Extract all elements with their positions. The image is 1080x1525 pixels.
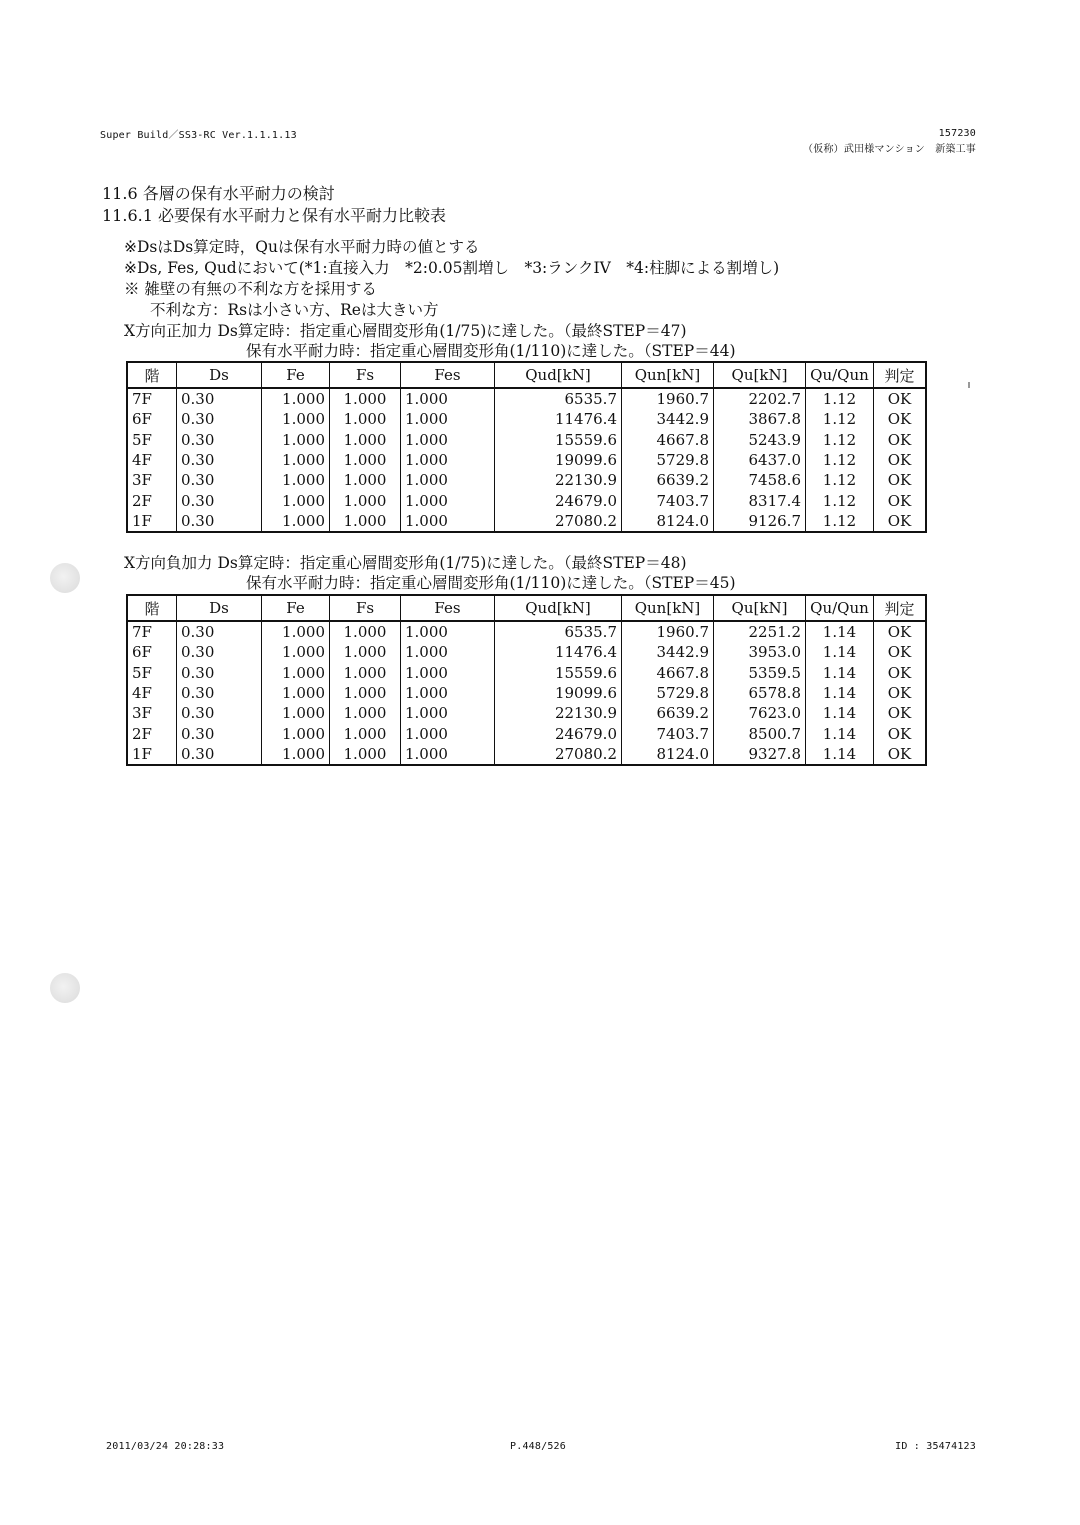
cell-qu: 6578.8 bbox=[714, 683, 806, 703]
cell-floor: 6F bbox=[127, 642, 177, 662]
cell-fe: 1.000 bbox=[262, 621, 330, 642]
cell-judgement: OK bbox=[874, 430, 927, 450]
col-fe: Fe bbox=[262, 362, 330, 388]
cell-fes: 1.000 bbox=[401, 388, 495, 409]
cell-ds: 0.30 bbox=[177, 470, 262, 490]
cell-ds: 0.30 bbox=[177, 430, 262, 450]
cell-fe: 1.000 bbox=[262, 663, 330, 683]
cell-qun: 8124.0 bbox=[622, 744, 714, 765]
cell-fe: 1.000 bbox=[262, 409, 330, 429]
cell-floor: 7F bbox=[127, 388, 177, 409]
table-body bbox=[127, 388, 926, 532]
table-row bbox=[127, 703, 926, 723]
table-row bbox=[127, 723, 926, 743]
note-legend: ※Ds, Fes, Qudにおいて(*1:直接入力 *2:0.05割増し *3:ランクIV *4:柱脚による割増し) bbox=[124, 259, 780, 277]
cell-qun: 8124.0 bbox=[622, 511, 714, 532]
cell-qud: 11476.4 bbox=[495, 642, 622, 662]
cell-ds: 0.30 bbox=[177, 683, 262, 703]
col-qu: Qu[kN] bbox=[714, 595, 806, 621]
cell-fes: 1.000 bbox=[401, 450, 495, 470]
cell-floor: 3F bbox=[127, 703, 177, 723]
cell-fs: 1.000 bbox=[330, 683, 401, 703]
cell-fs: 1.000 bbox=[330, 388, 401, 409]
cell-ds: 0.30 bbox=[177, 490, 262, 510]
cell-fe: 1.000 bbox=[262, 683, 330, 703]
cell-qu: 3867.8 bbox=[714, 409, 806, 429]
cell-fs: 1.000 bbox=[330, 409, 401, 429]
cell-fes: 1.000 bbox=[401, 663, 495, 683]
cell-qud: 6535.7 bbox=[495, 388, 622, 409]
cell-floor: 1F bbox=[127, 744, 177, 765]
col-fes: Fes bbox=[401, 595, 495, 621]
cell-qud: 19099.6 bbox=[495, 683, 622, 703]
cell-qu: 3953.0 bbox=[714, 642, 806, 662]
cell-fes: 1.000 bbox=[401, 511, 495, 532]
col-ds: Ds bbox=[177, 595, 262, 621]
cell-ratio: 1.12 bbox=[806, 490, 874, 510]
cell-qud: 15559.6 bbox=[495, 430, 622, 450]
cell-qu: 9327.8 bbox=[714, 744, 806, 765]
table1-direction-label: X方向正加力 bbox=[124, 322, 213, 340]
cell-fs: 1.000 bbox=[330, 703, 401, 723]
table-row bbox=[127, 430, 926, 450]
col-ratio: Qu/Qun bbox=[806, 362, 874, 388]
cell-qu: 5243.9 bbox=[714, 430, 806, 450]
cell-qun: 7403.7 bbox=[622, 723, 714, 743]
cell-judgement: OK bbox=[874, 511, 927, 532]
cell-ratio: 1.12 bbox=[806, 388, 874, 409]
page-number: P.448/526 bbox=[510, 1441, 566, 1452]
cell-ratio: 1.14 bbox=[806, 703, 874, 723]
table2-caption-line1 bbox=[124, 551, 687, 573]
cell-qud: 11476.4 bbox=[495, 409, 622, 429]
cell-qun: 4667.8 bbox=[622, 663, 714, 683]
cell-judgement: OK bbox=[874, 642, 927, 662]
capacity-table-positive bbox=[126, 361, 927, 533]
cell-qun: 5729.8 bbox=[622, 683, 714, 703]
cell-qu: 9126.7 bbox=[714, 511, 806, 532]
cell-fs: 1.000 bbox=[330, 430, 401, 450]
note-wall: ※ 雑壁の有無の不利な方を採用する bbox=[124, 280, 377, 298]
table2-caption-line2: 保有水平耐力時：指定重心層間変形角(1/110)に達した。（STEP＝45) bbox=[246, 574, 736, 592]
note-ds-qu: ※DsはDs算定時，Quは保有水平耐力時の値とする bbox=[124, 238, 480, 256]
cell-fs: 1.000 bbox=[330, 663, 401, 683]
cell-judgement: OK bbox=[874, 663, 927, 683]
col-fes: Fes bbox=[401, 362, 495, 388]
table-row bbox=[127, 642, 926, 662]
cell-qun: 3442.9 bbox=[622, 642, 714, 662]
section-title: 11.6 各層の保有水平耐力の検討 bbox=[102, 184, 335, 203]
table2-direction-label: X方向負加力 bbox=[124, 554, 213, 572]
cell-fs: 1.000 bbox=[330, 511, 401, 532]
cell-floor: 2F bbox=[127, 490, 177, 510]
cell-floor: 3F bbox=[127, 470, 177, 490]
scan-mark bbox=[968, 382, 970, 388]
cell-qud: 22130.9 bbox=[495, 703, 622, 723]
col-ds: Ds bbox=[177, 362, 262, 388]
cell-ratio: 1.14 bbox=[806, 683, 874, 703]
table2-ds-step: Ds算定時：指定重心層間変形角(1/75)に達した。（最終STEP＝48) bbox=[217, 554, 687, 572]
cell-fe: 1.000 bbox=[262, 511, 330, 532]
cell-fes: 1.000 bbox=[401, 642, 495, 662]
cell-ratio: 1.14 bbox=[806, 663, 874, 683]
cell-ds: 0.30 bbox=[177, 744, 262, 765]
cell-floor: 7F bbox=[127, 621, 177, 642]
cell-qu: 8500.7 bbox=[714, 723, 806, 743]
cell-ratio: 1.12 bbox=[806, 430, 874, 450]
cell-ds: 0.30 bbox=[177, 511, 262, 532]
cell-floor: 4F bbox=[127, 450, 177, 470]
cell-floor: 1F bbox=[127, 511, 177, 532]
cell-floor: 6F bbox=[127, 409, 177, 429]
col-qu: Qu[kN] bbox=[714, 362, 806, 388]
document-number: 157230 bbox=[938, 128, 976, 139]
cell-fe: 1.000 bbox=[262, 490, 330, 510]
cell-ds: 0.30 bbox=[177, 642, 262, 662]
cell-fes: 1.000 bbox=[401, 683, 495, 703]
table-header-row bbox=[127, 595, 926, 621]
cell-qud: 19099.6 bbox=[495, 450, 622, 470]
subsection-title: 11.6.1 必要保有水平耐力と保有水平耐力比較表 bbox=[102, 206, 446, 225]
cell-ratio: 1.12 bbox=[806, 511, 874, 532]
cell-fs: 1.000 bbox=[330, 642, 401, 662]
cell-floor: 5F bbox=[127, 430, 177, 450]
col-qud: Qud[kN] bbox=[495, 362, 622, 388]
cell-judgement: OK bbox=[874, 409, 927, 429]
table-row bbox=[127, 490, 926, 510]
cell-fes: 1.000 bbox=[401, 744, 495, 765]
cell-qun: 7403.7 bbox=[622, 490, 714, 510]
cell-qud: 24679.0 bbox=[495, 490, 622, 510]
cell-ratio: 1.12 bbox=[806, 470, 874, 490]
table-row bbox=[127, 450, 926, 470]
cell-floor: 2F bbox=[127, 723, 177, 743]
cell-qu: 6437.0 bbox=[714, 450, 806, 470]
table1-caption-line1 bbox=[124, 319, 687, 341]
cell-fes: 1.000 bbox=[401, 430, 495, 450]
cell-judgement: OK bbox=[874, 470, 927, 490]
cell-ratio: 1.14 bbox=[806, 621, 874, 642]
cell-fs: 1.000 bbox=[330, 470, 401, 490]
cell-qu: 7458.6 bbox=[714, 470, 806, 490]
cell-floor: 4F bbox=[127, 683, 177, 703]
cell-fe: 1.000 bbox=[262, 703, 330, 723]
cell-ds: 0.30 bbox=[177, 663, 262, 683]
print-datetime: 2011/03/24 20:28:33 bbox=[106, 1441, 225, 1452]
cell-fe: 1.000 bbox=[262, 744, 330, 765]
cell-ds: 0.30 bbox=[177, 409, 262, 429]
cell-ratio: 1.14 bbox=[806, 744, 874, 765]
table-row bbox=[127, 621, 926, 642]
software-version: Super Build／SS3-RC Ver.1.1.1.13 bbox=[100, 130, 297, 141]
table-row bbox=[127, 663, 926, 683]
table-row bbox=[127, 470, 926, 490]
col-judgement: 判定 bbox=[874, 362, 927, 388]
cell-judgement: OK bbox=[874, 490, 927, 510]
cell-fes: 1.000 bbox=[401, 621, 495, 642]
cell-ds: 0.30 bbox=[177, 621, 262, 642]
cell-fes: 1.000 bbox=[401, 409, 495, 429]
col-fs: Fs bbox=[330, 362, 401, 388]
cell-judgement: OK bbox=[874, 450, 927, 470]
cell-fs: 1.000 bbox=[330, 723, 401, 743]
cell-fes: 1.000 bbox=[401, 470, 495, 490]
cell-judgement: OK bbox=[874, 703, 927, 723]
cell-judgement: OK bbox=[874, 621, 927, 642]
col-judgement: 判定 bbox=[874, 595, 927, 621]
cell-qu: 5359.5 bbox=[714, 663, 806, 683]
cell-judgement: OK bbox=[874, 388, 927, 409]
cell-qu: 7623.0 bbox=[714, 703, 806, 723]
cell-qud: 27080.2 bbox=[495, 511, 622, 532]
col-fs: Fs bbox=[330, 595, 401, 621]
cell-fe: 1.000 bbox=[262, 723, 330, 743]
col-ratio: Qu/Qun bbox=[806, 595, 874, 621]
cell-qun: 6639.2 bbox=[622, 703, 714, 723]
cell-fes: 1.000 bbox=[401, 703, 495, 723]
cell-qu: 2251.2 bbox=[714, 621, 806, 642]
col-fe: Fe bbox=[262, 595, 330, 621]
col-floor: 階 bbox=[127, 362, 177, 388]
cell-qun: 6639.2 bbox=[622, 470, 714, 490]
document-header bbox=[803, 126, 976, 158]
cell-ratio: 1.12 bbox=[806, 409, 874, 429]
table-row bbox=[127, 744, 926, 765]
col-floor: 階 bbox=[127, 595, 177, 621]
table-row bbox=[127, 388, 926, 409]
cell-qud: 27080.2 bbox=[495, 744, 622, 765]
cell-qun: 4667.8 bbox=[622, 430, 714, 450]
document-id: ID : 35474123 bbox=[895, 1441, 976, 1452]
punch-hole bbox=[50, 563, 80, 593]
table-row bbox=[127, 683, 926, 703]
cell-ds: 0.30 bbox=[177, 703, 262, 723]
cell-qud: 24679.0 bbox=[495, 723, 622, 743]
cell-fe: 1.000 bbox=[262, 450, 330, 470]
cell-qud: 22130.9 bbox=[495, 470, 622, 490]
cell-fe: 1.000 bbox=[262, 642, 330, 662]
project-name: （仮称）武田様マンション 新築工事 bbox=[803, 144, 976, 155]
cell-judgement: OK bbox=[874, 683, 927, 703]
table-row bbox=[127, 409, 926, 429]
cell-fe: 1.000 bbox=[262, 388, 330, 409]
table-row bbox=[127, 511, 926, 532]
cell-ds: 0.30 bbox=[177, 723, 262, 743]
cell-qun: 1960.7 bbox=[622, 388, 714, 409]
cell-ratio: 1.14 bbox=[806, 723, 874, 743]
cell-fs: 1.000 bbox=[330, 450, 401, 470]
capacity-table-negative bbox=[126, 594, 927, 766]
cell-fe: 1.000 bbox=[262, 470, 330, 490]
table-body bbox=[127, 621, 926, 765]
note-unfavorable: 不利な方：Rsは小さい方、Reは大きい方 bbox=[150, 301, 439, 319]
cell-ratio: 1.14 bbox=[806, 642, 874, 662]
cell-floor: 5F bbox=[127, 663, 177, 683]
cell-qud: 15559.6 bbox=[495, 663, 622, 683]
cell-judgement: OK bbox=[874, 744, 927, 765]
col-qud: Qud[kN] bbox=[495, 595, 622, 621]
cell-fs: 1.000 bbox=[330, 490, 401, 510]
cell-fes: 1.000 bbox=[401, 490, 495, 510]
cell-ds: 0.30 bbox=[177, 450, 262, 470]
cell-qu: 2202.7 bbox=[714, 388, 806, 409]
cell-qun: 3442.9 bbox=[622, 409, 714, 429]
table1-caption-line2: 保有水平耐力時：指定重心層間変形角(1/110)に達した。（STEP＝44) bbox=[246, 342, 736, 360]
punch-hole bbox=[50, 973, 80, 1003]
cell-judgement: OK bbox=[874, 723, 927, 743]
cell-fe: 1.000 bbox=[262, 430, 330, 450]
cell-qud: 6535.7 bbox=[495, 621, 622, 642]
col-qun: Qun[kN] bbox=[622, 595, 714, 621]
cell-fes: 1.000 bbox=[401, 723, 495, 743]
cell-ds: 0.30 bbox=[177, 388, 262, 409]
table-header-row bbox=[127, 362, 926, 388]
cell-ratio: 1.12 bbox=[806, 450, 874, 470]
col-qun: Qun[kN] bbox=[622, 362, 714, 388]
cell-fs: 1.000 bbox=[330, 621, 401, 642]
cell-qu: 8317.4 bbox=[714, 490, 806, 510]
table1-ds-step: Ds算定時：指定重心層間変形角(1/75)に達した。（最終STEP＝47) bbox=[217, 322, 687, 340]
cell-fs: 1.000 bbox=[330, 744, 401, 765]
cell-qun: 1960.7 bbox=[622, 621, 714, 642]
cell-qun: 5729.8 bbox=[622, 450, 714, 470]
